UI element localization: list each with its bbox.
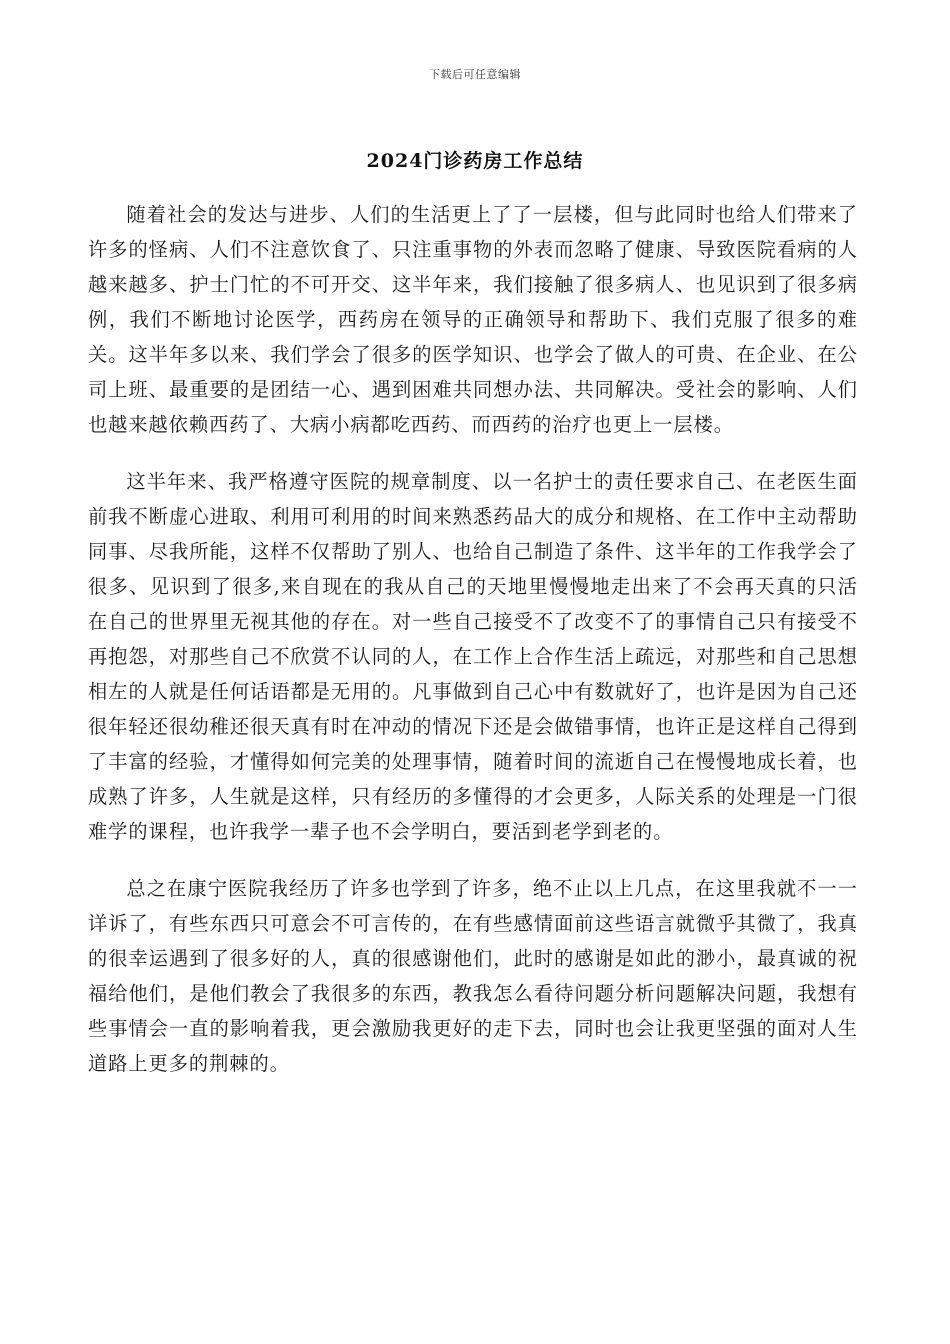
page-header-note: 下载后可任意编辑	[429, 68, 521, 81]
paragraph-2: 这半年来、我严格遵守医院的规章制度、以一名护士的责任要求自己、在老医生面前我不断虚心进取、利用可利用的时间来熟悉药品大的成分和规格、在工作中主动帮助同事、尽我所能，这样不仅帮助了别人、也给自己制造了条件、这半年的工作我学会了很多、见识到了很多,来自现在的我从自己的天地里慢慢地走出来了不会再天真的只活在自己的世界里无视其他的存在。对一些自己接受不了改变不了的事情自己只有接受不再抱怨，对那些自己不欣赏不认同的人，在工作上合作生活上疏远，对那些和自己思想相左的人就是任何话语都是无用的。凡事做到自己心中有数就好了，也许是因为自己还很年轻还很幼稚还很天真有时在冲动的情况下还是会做错事情，也许正是这样自己得到了丰富的经验，才懂得如何完美的处理事情，随着时间的流逝自己在慢慢地成长着，也成熟了许多，人生就是这样，只有经历的多懂得的才会更多，人际关系的处理是一门很难学的课程，也许我学一辈子也不会学明白，要活到老学到老的。	[88, 470, 858, 843]
document-body	[88, 197, 858, 1103]
paragraph-3: 总之在康宁医院我经历了许多也学到了许多，绝不止以上几点，在这里我就不一一详诉了，有些东西只可意会不可言传的，在有些感情面前这些语言就微乎其微了，我真的很幸运遇到了很多好的人，真的很感谢他们，此时的感谢是如此的渺小，最真诚的祝福给他们，是他们教会了我很多的东西，教我怎么看待问题分析问题解决问题，我想有些事情会一直的影响着我，更会激励我更好的走下去，同时也会让我更坚强的面对人生道路上更多的荆棘的。	[88, 877, 858, 1075]
paragraph-1: 随着社会的发达与进步、人们的生活更上了了一层楼，但与此同时也给人们带来了许多的怪病、人们不注意饮食了、只注重事物的外表而忽略了健康、导致医院看病的人越来越多、护士门忙的不可开交、这半年来，我们接触了很多病人、也见识到了很多病例，我们不断地讨论医学，西药房在领导的正确领导和帮助下、我们克服了很多的难关。这半年多以来、我们学会了很多的医学知识、也学会了做人的可贵、在企业、在公司上班、最重要的是团结一心、遇到困难共同想办法、共同解决。受社会的影响、人们也越来越依赖西药了、大病小病都吃西药、而西药的治疗也更上一层楼。	[88, 203, 858, 436]
document-title: 2024门诊药房工作总结	[366, 150, 584, 172]
